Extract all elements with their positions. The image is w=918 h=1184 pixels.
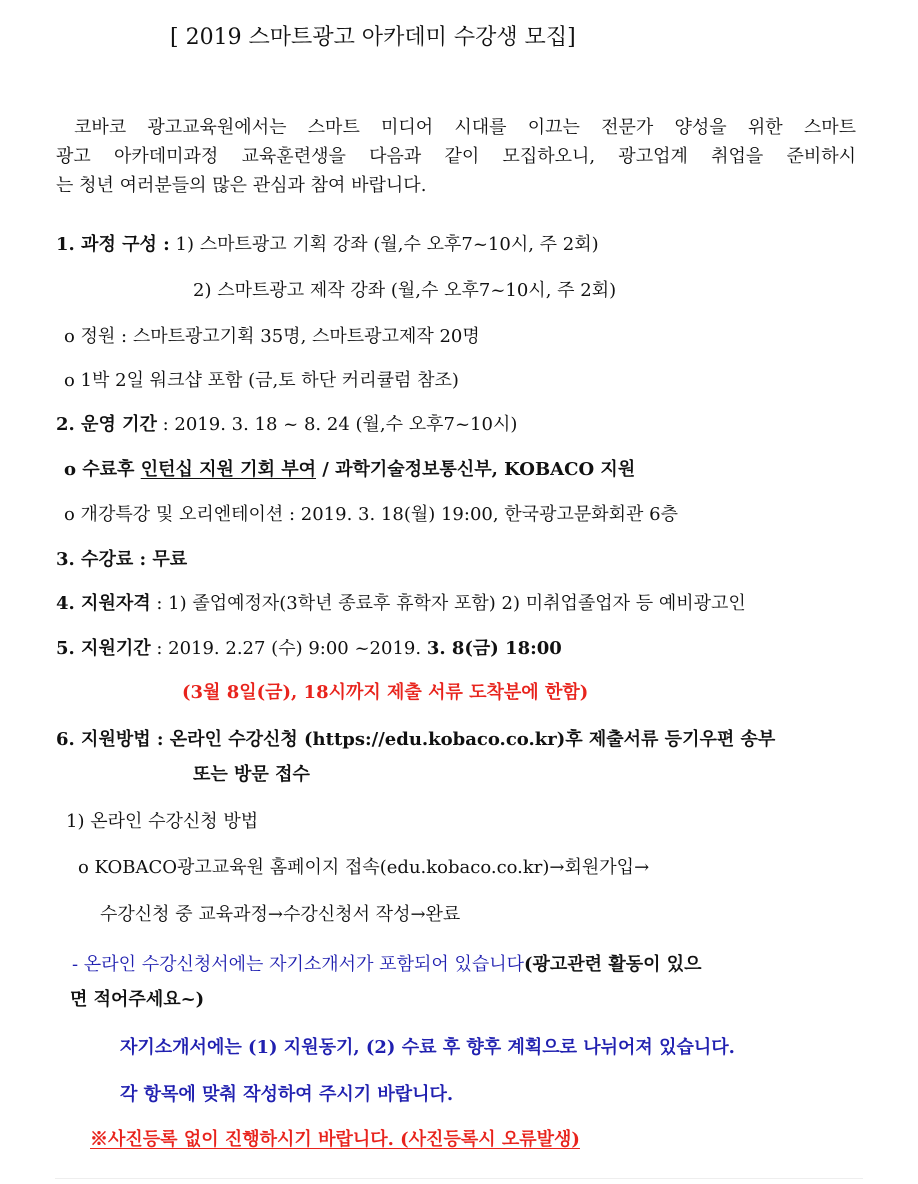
essay-note-cont: 면 적어주세요~) bbox=[70, 989, 205, 1010]
essay-structure: 자기소개서에는 (1) 지원동기, (2) 수료 후 향후 계획으로 나뉘어져 있습니다. bbox=[120, 1037, 735, 1058]
method-step: 수강신청 중 교육과정→수강신청서 작성→완료 bbox=[100, 904, 461, 925]
capacity-note: o 정원 : 스마트광고기획 35명, 스마트광고제작 20명 bbox=[64, 326, 480, 347]
orientation-note: o 개강특강 및 오리엔테이션 : 2019. 3. 18(월) 19:00, 한국광고문화회관 6층 bbox=[64, 504, 678, 525]
method-step: o KOBACO광고교육원 홈페이지 접속(edu.kobaco.co.kr)→회원가입→ bbox=[78, 857, 650, 878]
essay-note-blue: - 온라인 수강신청서에는 자기소개서가 포함되어 있습니다 bbox=[72, 954, 524, 975]
section-1-label: 1. 과정 구성 : bbox=[56, 234, 170, 255]
essay-note-black: (광고관련 활동이 있으 bbox=[524, 954, 702, 975]
section-3: 3. 수강료 : 무료 bbox=[56, 549, 188, 570]
section-5-deadline: 3. 8(금) 18:00 bbox=[426, 638, 562, 659]
page-bottom-divider bbox=[55, 1178, 863, 1179]
essay-note bbox=[72, 953, 702, 977]
essay-instruction: 각 항목에 맞춰 작성하여 주시기 바랍니다. bbox=[120, 1084, 454, 1105]
workshop-note: o 1박 2일 워크샵 포함 (금,토 하단 커리큘럼 참조) bbox=[64, 370, 459, 391]
section-4-label: 4. 지원자격 bbox=[56, 593, 151, 614]
course-item: 1) 스마트광고 기획 강좌 (월,수 오후7~10시, 주 2회) bbox=[175, 234, 599, 255]
section-6-value: 온라인 수강신청 (https://edu.kobaco.co.kr)후 제출서류 등기우편 송부 bbox=[169, 729, 776, 750]
internship-underlined: 인턴십 지원 기회 부여 bbox=[140, 459, 316, 480]
section-2 bbox=[56, 413, 517, 437]
internship-prefix: o 수료후 bbox=[64, 459, 141, 480]
section-5-value: : 2019. 2.27 (수) 9:00 ~2019. bbox=[150, 638, 427, 659]
intro-line: 광고 아카데미과정 교육훈련생을 다음과 같이 모집하오니, 광고업계 취업을 준비하시 bbox=[56, 146, 856, 167]
course-item: 2) 스마트광고 제작 강좌 (월,수 오후7~10시, 주 2회) bbox=[193, 280, 617, 301]
section-6 bbox=[56, 728, 775, 752]
section-6-value-cont: 또는 방문 접수 bbox=[193, 764, 310, 785]
deadline-note: (3월 8일(금), 18시까지 제출 서류 도착분에 한함) bbox=[182, 682, 589, 703]
section-4-value: : 1) 졸업예정자(3학년 종료후 휴학자 포함) 2) 미취업졸업자 등 예비광고인 bbox=[150, 593, 746, 614]
section-4 bbox=[56, 592, 746, 616]
intro-line: 코바코 광고교육원에서는 스마트 미디어 시대를 이끄는 전문가 양성을 위한 스마트 bbox=[74, 117, 856, 138]
section-5-label: 5. 지원기간 bbox=[56, 638, 151, 659]
online-method-title: 1) 온라인 수강신청 방법 bbox=[66, 811, 259, 832]
page-title: [ 2019 스마트광고 아카데미 수강생 모집] bbox=[170, 25, 576, 50]
photo-warning: ※사진등록 없이 진행하시기 바랍니다. (사진등록시 오류발생) bbox=[90, 1129, 580, 1150]
section-6-label: 6. 지원방법 : bbox=[56, 729, 170, 750]
section-2-value: : 2019. 3. 18 ~ 8. 24 (월,수 오후7~10시) bbox=[156, 414, 518, 435]
section-1 bbox=[56, 233, 599, 257]
section-2-label: 2. 운영 기간 bbox=[56, 414, 157, 435]
section-5 bbox=[56, 637, 562, 661]
internship-note bbox=[64, 458, 635, 482]
internship-suffix: / 과학기술정보통신부, KOBACO 지원 bbox=[316, 459, 636, 480]
intro-line: 는 청년 여러분들의 많은 관심과 참여 바랍니다. bbox=[56, 175, 427, 196]
